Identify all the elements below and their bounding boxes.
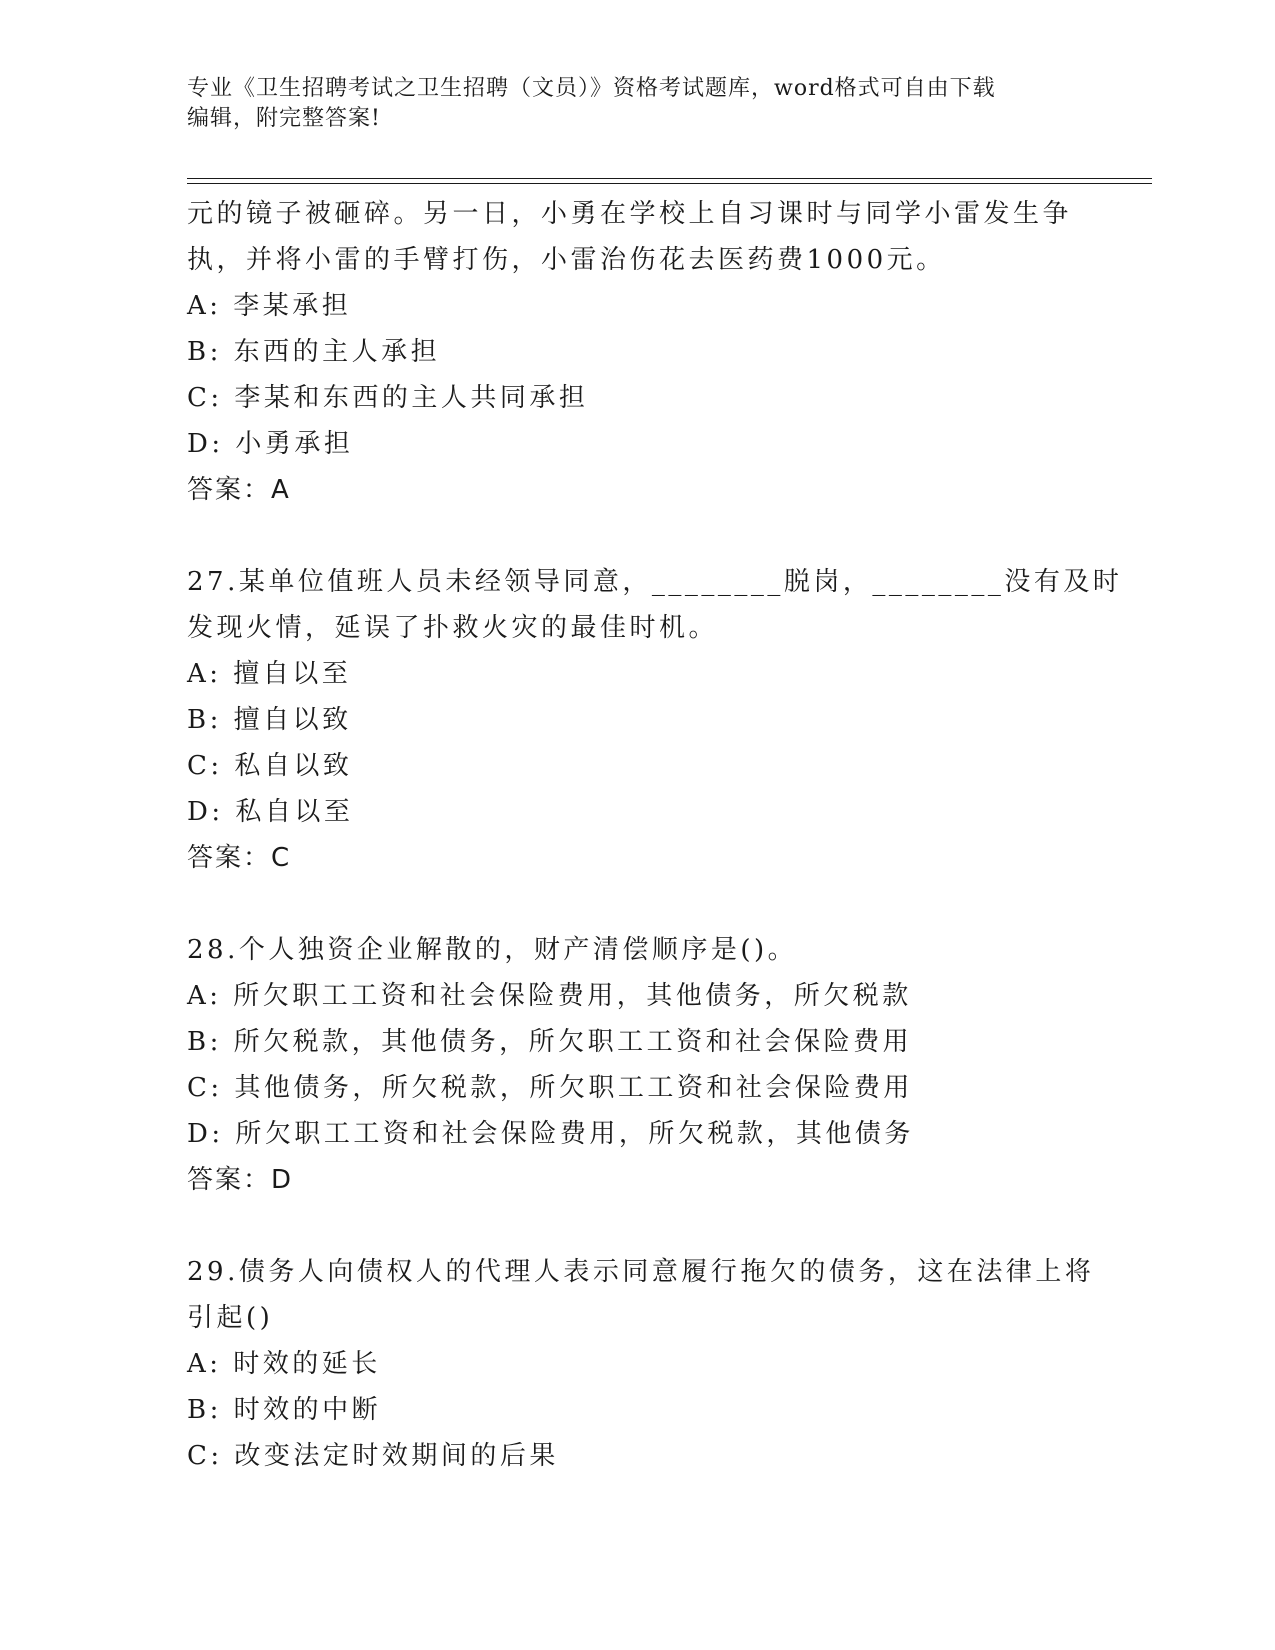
option-a: A: 时效的延长 [187,1349,381,1379]
option-d: D: 小勇承担 [187,429,354,459]
question-stem-line: 27.某单位值班人员未经领导同意，________脱岗，________没有及时 [187,567,1123,597]
option-b: B: 时效的中断 [187,1395,382,1425]
question-stem-line: 元的镜子被砸碎。另一日，小勇在学校上自习课时与同学小雷发生争 [187,199,1073,229]
option-c: C: 李某和东西的主人共同承担 [187,383,589,413]
question-27 [187,559,1123,881]
question-29 [187,1249,1095,1479]
header-line-2: 编辑，附完整答案! [187,106,381,131]
option-d: D: 所欠职工工资和社会保险费用，所欠税款，其他债务 [187,1119,914,1149]
question-26 [187,191,1087,513]
document-header [187,74,1087,134]
option-b: B: 擅自以致 [187,705,352,735]
header-rule-bottom [187,183,1152,184]
question-stem-line: 发现火情，延误了扑救火灾的最佳时机。 [187,613,719,643]
answer-line: 答案：C [187,843,292,873]
header-line-1: 专业《卫生招聘考试之卫生招聘（文员）》资格考试题库，word格式可自由下载 [187,76,996,101]
option-c: C: 其他债务，所欠税款，所欠职工工资和社会保险费用 [187,1073,913,1103]
question-stem-line: 28.个人独资企业解散的，财产清偿顺序是()。 [187,935,798,965]
option-a: A: 所欠职工工资和社会保险费用，其他债务，所欠税款 [187,981,912,1011]
question-stem-line: 引起() [187,1303,274,1333]
option-b: B: 所欠税款，其他债务，所欠职工工资和社会保险费用 [187,1027,913,1057]
option-b: B: 东西的主人承担 [187,337,441,367]
option-a: A: 李某承担 [187,291,352,321]
header-rule-top [187,178,1152,179]
question-spacer [187,1203,1087,1249]
question-spacer [187,881,1087,927]
answer-line: 答案：D [187,1165,294,1195]
question-spacer [187,513,1087,559]
question-list [187,191,1123,1479]
question-28 [187,927,1087,1203]
answer-line: 答案：A [187,475,291,505]
question-stem-line: 29.债务人向债权人的代理人表示同意履行拖欠的债务，这在法律上将 [187,1257,1095,1287]
option-d: D: 私自以至 [187,797,354,827]
question-stem-line: 执，并将小雷的手臂打伤，小雷治伤花去医药费1000元。 [187,245,946,275]
option-c: C: 私自以致 [187,751,353,781]
option-c: C: 改变法定时效期间的后果 [187,1441,559,1471]
option-a: A: 擅自以至 [187,659,352,689]
